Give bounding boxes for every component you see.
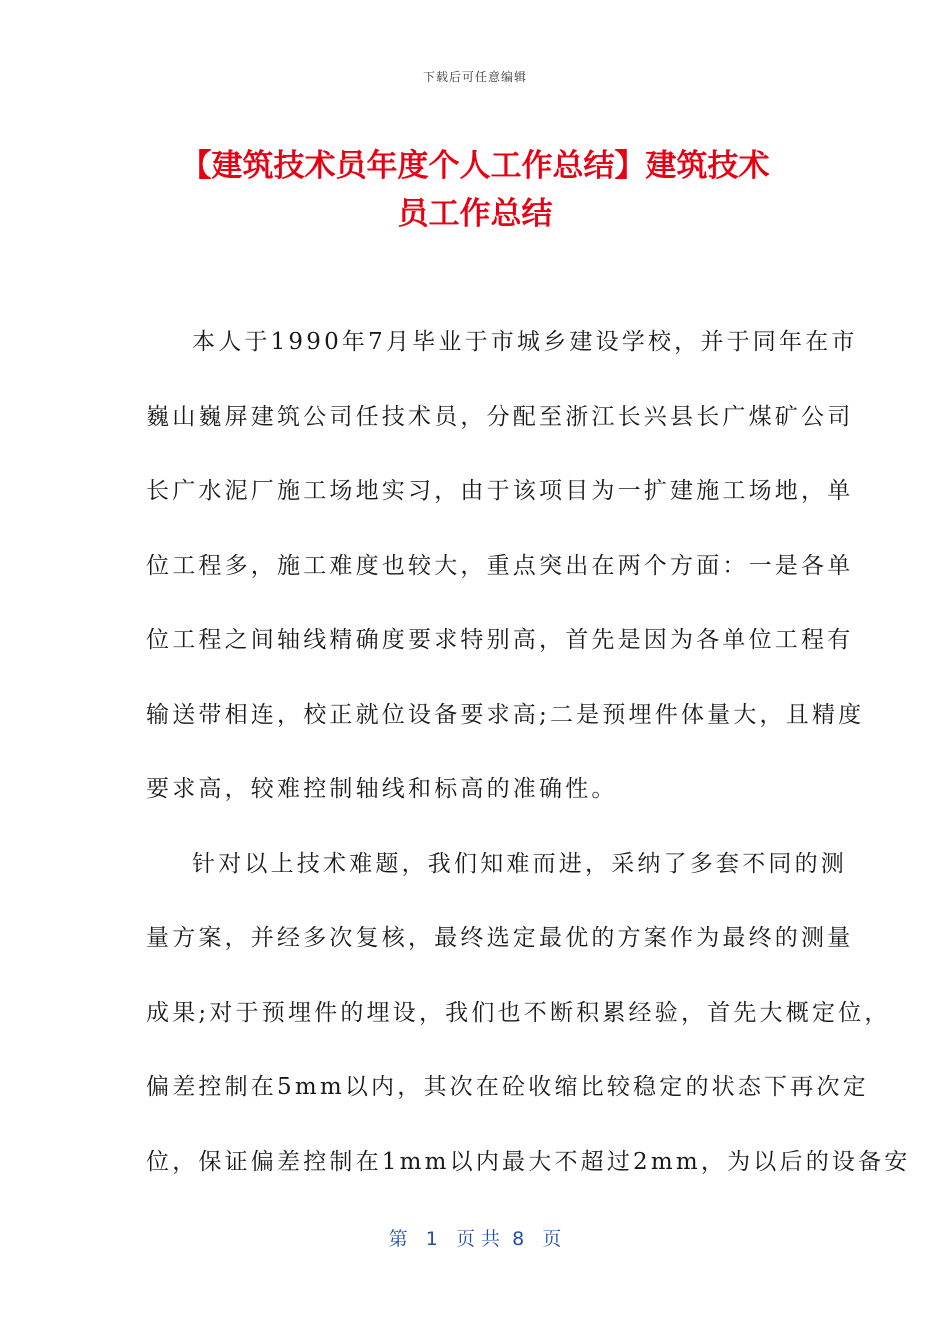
footer-prefix: 第 [388, 1228, 408, 1250]
title-line-2: 员工作总结 [397, 196, 553, 232]
paragraph-1-line-7: 要求高，较难控制轴线和标高的准确性。 [146, 776, 618, 802]
footer-suffix: 页 [542, 1228, 562, 1250]
paragraph-1-line-6: 输送带相连，校正就位设备要求高;二是预埋件体量大，且精度 [146, 701, 865, 728]
paragraph-1-line-2: 巍山巍屏建筑公司任技术员，分配至浙江长兴县长广煤矿公司 [146, 403, 854, 430]
paragraph-2-line-1: 针对以上技术难题，我们知难而进，采纳了多套不同的测 [192, 850, 847, 877]
footer-total-pages: 8 [512, 1228, 525, 1250]
paragraph-1-line-1: 本人于1990年7月毕业于市城乡建设学校，并于同年在市 [192, 329, 858, 355]
paragraph-1-line-3: 长广水泥厂施工场地实习，由于该项目为一扩建施工场地，单 [146, 478, 854, 504]
paragraph-2-line-5: 位，保证偏差控制在1mm以内最大不超过2mm，为以后的设备安 [146, 1148, 911, 1175]
footer-middle: 页 共 [455, 1228, 501, 1250]
paragraph-2-line-4: 偏差控制在5mm以内，其次在砼收缩比较稳定的状态下再次定 [146, 1074, 869, 1100]
page-footer [0, 1224, 950, 1251]
header-note: 下载后可任意编辑 [422, 70, 527, 84]
paragraph-2-line-2: 量方案，并经多次复核，最终选定最优的方案作为最终的测量 [146, 925, 854, 951]
paragraph-2-line-3: 成果;对于预埋件的埋设，我们也不断积累经验，首先大概定位， [146, 999, 891, 1026]
title-line-1: 【建筑技术员年度个人工作总结】建筑技术 [180, 148, 770, 184]
body-text [146, 318, 911, 1212]
document-title [140, 142, 810, 238]
paragraph-1-line-4: 位工程多，施工难度也较大，重点突出在两个方面：一是各单 [146, 552, 854, 579]
footer-current-page: 1 [425, 1228, 438, 1250]
paragraph-1-line-5: 位工程之间轴线精确度要求特别高，首先是因为各单位工程有 [146, 627, 854, 653]
